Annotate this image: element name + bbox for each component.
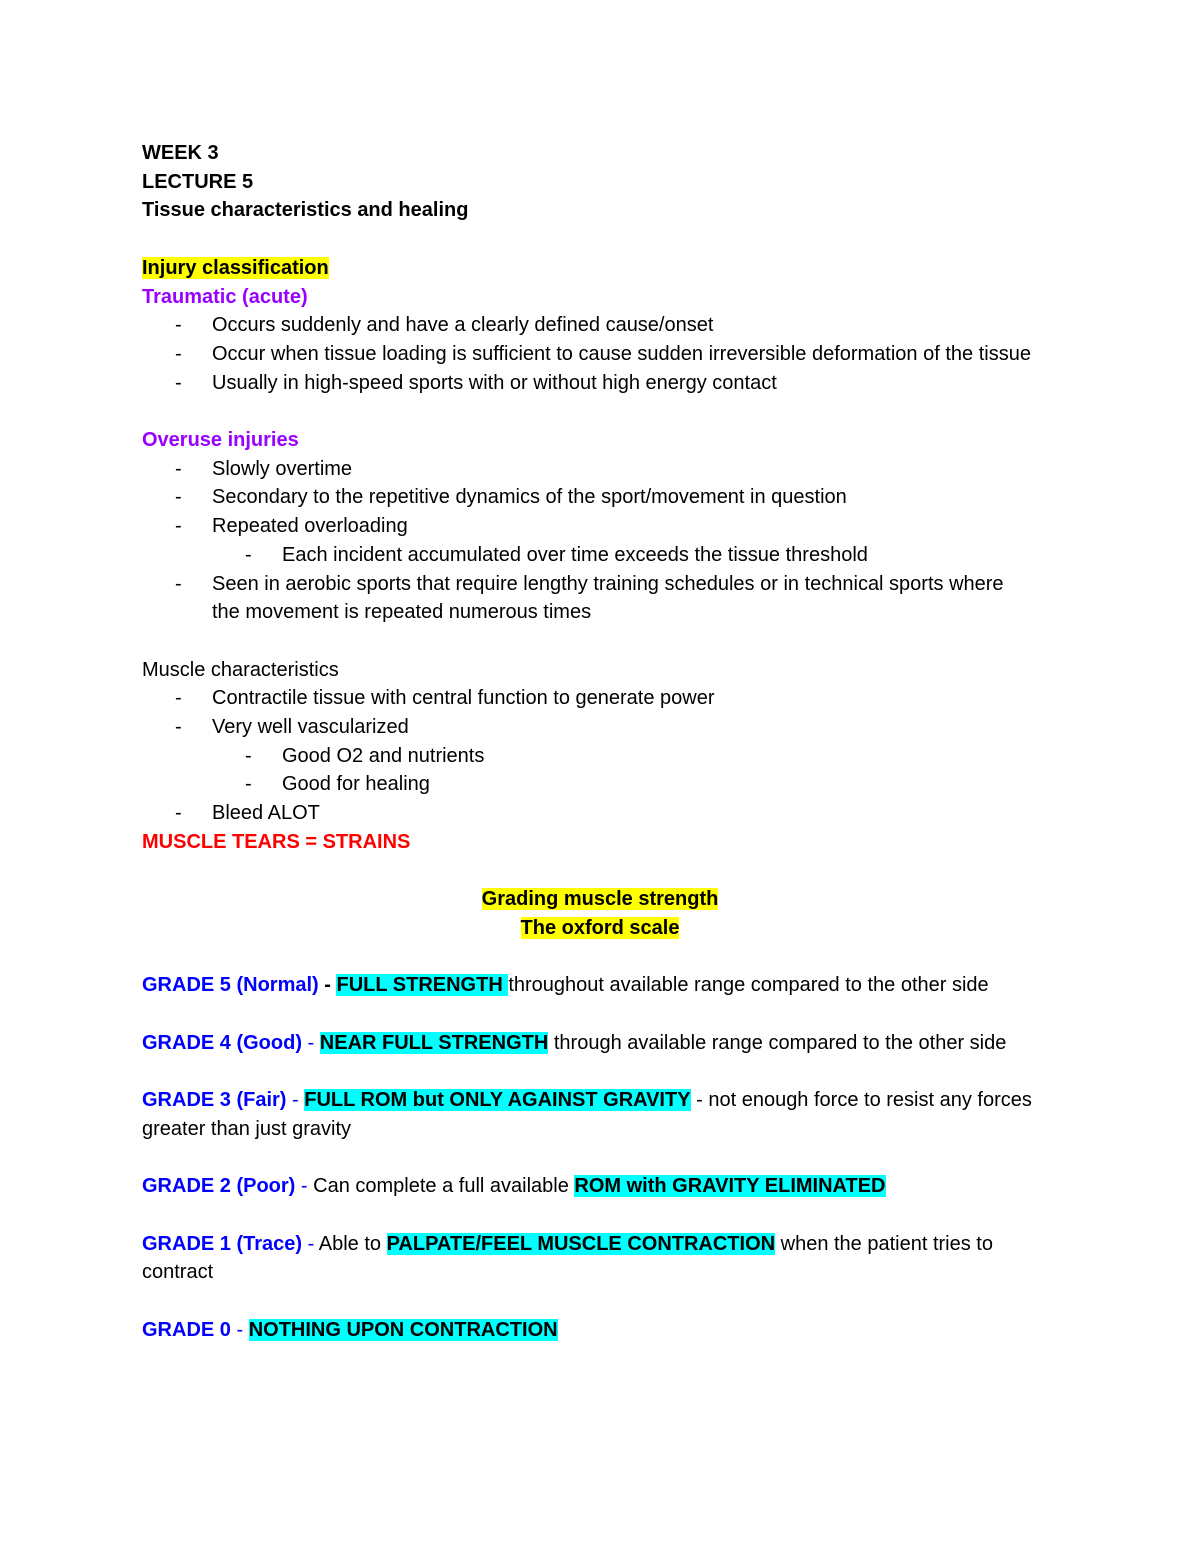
injury-classification-heading: Injury classification (142, 256, 329, 279)
grade-2: GRADE 2 (Poor) - Can complete a full available ROM with GRAVITY ELIMINATED (142, 1175, 886, 1198)
grade-5: GRADE 5 (Normal) - FULL STRENGTH throughout available range compared to the other side (142, 974, 989, 997)
list-item: - Contractile tissue with central function to generate power (142, 684, 1062, 713)
grade-0: GRADE 0 - NOTHING UPON CONTRACTION (142, 1318, 558, 1341)
week-heading: WEEK 3 (142, 142, 219, 164)
muscle-heading: Muscle characteristics (142, 658, 339, 681)
list-item: - Very well vascularized - Good O2 and nutrients - Good for healing (142, 713, 1062, 799)
muscle-sub-list (212, 742, 1062, 799)
list-item: - Secondary to the repetitive dynamics of the sport/movement in question (142, 483, 1062, 512)
list-item: - Seen in aerobic sports that require lengthy training schedules or in technical sports where the movement is repeated numerous times (142, 570, 1032, 627)
list-item: - Occur when tissue loading is sufficient to cause sudden irreversible deformation of the tissue (142, 340, 1052, 369)
list-item: - Good for healing (212, 770, 1062, 799)
list-item: - Each incident accumulated over time exceeds the tissue threshold (212, 541, 1062, 570)
muscle-list (142, 684, 1062, 828)
traumatic-heading: Traumatic (acute) (142, 285, 308, 308)
lecture-heading: LECTURE 5 (142, 170, 254, 193)
list-item: - Occurs suddenly and have a clearly defined cause/onset (142, 311, 1062, 340)
list-item: - Repeated overloading - Each incident accumulated over time exceeds the tissue threshold (142, 512, 1062, 569)
grade-4: GRADE 4 (Good) - NEAR FULL STRENGTH through available range compared to the other side (142, 1031, 1007, 1054)
overuse-heading: Overuse injuries (142, 429, 299, 451)
list-item: - Good O2 and nutrients (212, 742, 1062, 771)
document-body (142, 139, 1062, 1344)
traumatic-list (142, 311, 1062, 397)
grade-3: GRADE 3 (Fair) - FULL ROM but ONLY AGAINST GRAVITY - not enough force to resist any forces greater than just gravity (142, 1089, 1032, 1140)
list-item: - Bleed ALOT (142, 799, 1062, 828)
overuse-sub-list (212, 541, 1062, 570)
muscle-tears-note: MUSCLE TEARS = STRAINS (142, 830, 411, 853)
grade-1: GRADE 1 (Trace) - Able to PALPATE/FEEL MUSCLE CONTRACTION when the patient tries to contract (142, 1232, 993, 1284)
list-item: - Slowly overtime (142, 455, 1062, 484)
overuse-list (142, 455, 1062, 627)
grading-subtitle: The oxford scale (520, 916, 680, 939)
grading-title: Grading muscle strength (481, 888, 719, 911)
list-item: - Usually in high-speed sports with or without high energy contact (142, 369, 1062, 398)
page-title: Tissue characteristics and healing (142, 199, 469, 222)
